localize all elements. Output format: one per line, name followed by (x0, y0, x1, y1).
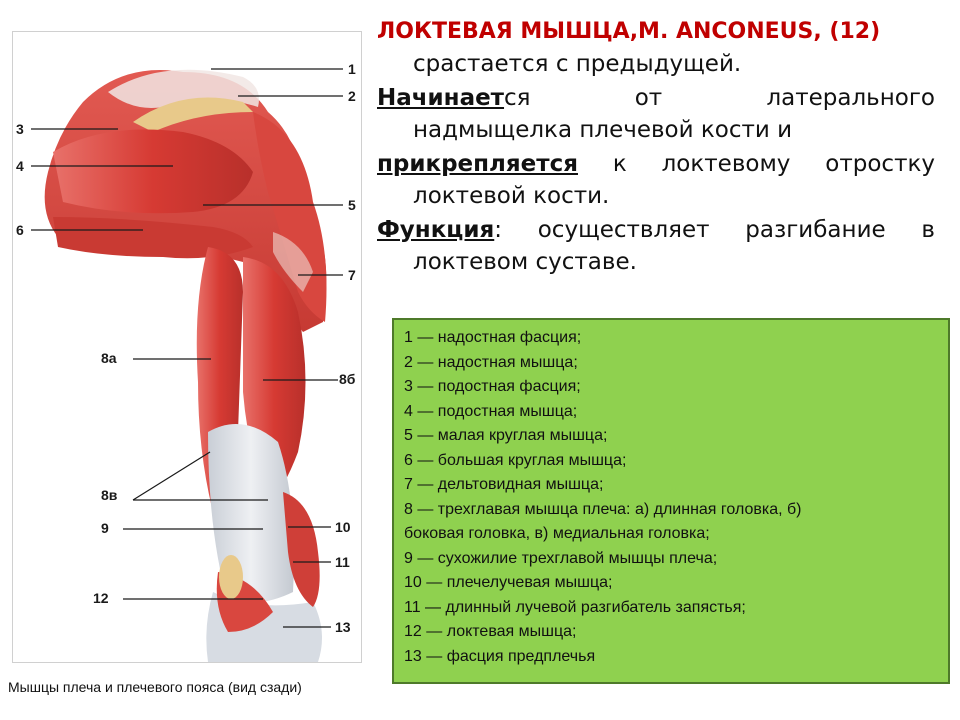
label-8b: 8б (339, 371, 356, 387)
legend-item: 9 — сухожилие трехглавой мышцы плеча; (404, 549, 718, 567)
description-text (377, 16, 935, 278)
label-7: 7 (348, 267, 356, 283)
legend-item: 12 — локтевая мышца; (404, 623, 577, 640)
label-8v: 8в (101, 487, 118, 503)
insertion-word-1: к (612, 151, 627, 177)
label-4: 4 (16, 158, 24, 174)
legend-item: 11 — длинный лучевой разгибатель запястья; (404, 598, 746, 616)
label-6: 6 (16, 222, 24, 238)
label-1: 1 (348, 61, 356, 77)
arm-muscles-illustration (13, 32, 361, 662)
legend-item: 13 — фасция предплечья (404, 647, 596, 665)
legend-item: 1 — надостная фасция; (404, 329, 582, 346)
label-8a: 8а (101, 350, 117, 366)
label-2: 2 (348, 88, 356, 104)
label-12: 12 (93, 590, 109, 606)
origin-paragraph (377, 82, 935, 146)
origin-term: Начинает (377, 85, 505, 111)
legend-item: 2 — надостная мышца; (404, 353, 578, 371)
figure-caption: Мышцы плеча и плечевого пояса (вид сзади) (8, 679, 302, 695)
title-continuation: срастается с предыдущей. (413, 51, 742, 77)
slide-title: ЛОКТЕВАЯ МЫШЦА,М. ANCONEUS, (12) (377, 19, 881, 44)
legend-item: 8 — трехглавая мышца плеча: а) длинная головка, б) (404, 500, 802, 518)
label-9: 9 (101, 520, 109, 536)
anatomy-figure (12, 31, 362, 663)
legend-box (392, 318, 950, 684)
label-3: 3 (16, 121, 24, 137)
function-colon: : (494, 217, 502, 243)
function-word-1: осуществляет (537, 217, 710, 243)
legend-item: 3 — подостная фасция; (404, 378, 581, 395)
label-11: 11 (335, 554, 350, 570)
label-13: 13 (335, 619, 351, 635)
insertion-word-3: отростку (825, 151, 935, 177)
function-paragraph (377, 214, 935, 278)
function-word-3: в (921, 217, 935, 243)
legend-item: 6 — большая круглая мышца; (404, 451, 627, 469)
insertion-line-2: локтевой кости. (413, 183, 610, 209)
legend-item: 10 — плечелучевая мышца; (404, 574, 613, 591)
legend-item: 4 — подостная мышца; (404, 402, 578, 420)
origin-suffix: ся (504, 85, 531, 111)
function-term: Функция (377, 217, 495, 243)
insertion-paragraph (377, 148, 935, 212)
label-10: 10 (335, 519, 351, 535)
legend-item: 5 — малая круглая мышца; (404, 427, 608, 444)
label-5: 5 (348, 197, 356, 213)
origin-line-2: надмыщелка плечевой кости и (413, 117, 793, 143)
function-line-2: локтевом суставе. (413, 249, 637, 275)
origin-word-1: от (634, 85, 663, 111)
function-word-2: разгибание (745, 217, 886, 243)
insertion-word-2: локтевому (661, 151, 791, 177)
legend-item: 7 — дельтовидная мышца; (404, 476, 604, 493)
insertion-term: прикрепляется (377, 151, 578, 177)
legend-item: боковая головка, в) медиальная головка; (404, 525, 710, 542)
origin-word-2: латерального (766, 85, 935, 111)
